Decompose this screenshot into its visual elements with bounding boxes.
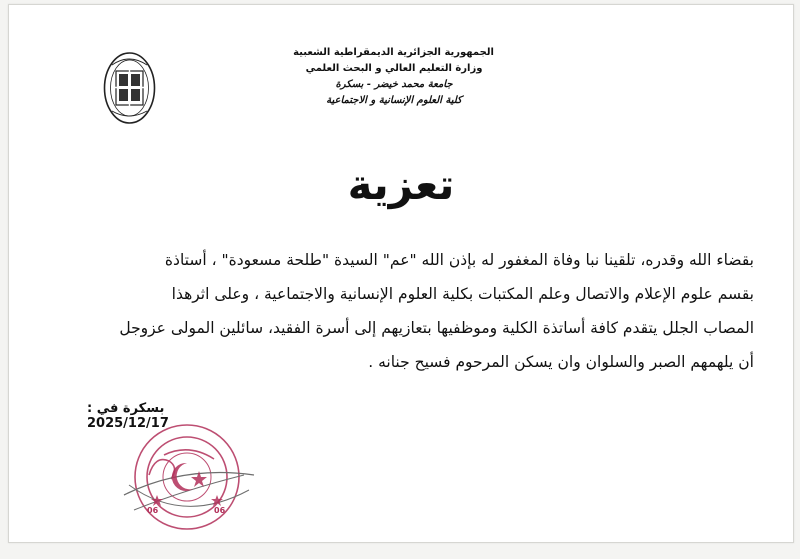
body-line-4: أن يلهمهم الصبر والسلوان وان يسكن المرحوم فسيح جنانه . [368, 353, 754, 371]
letterhead-university: جامعة محمد خيضر - بسكرة [335, 79, 453, 90]
body-line-3: المصاب الجلل يتقدم كافة أساتذة الكلية وموظفيها بتعازيهم إلى أسرة الفقيد، سائلين المولى عزوجل [119, 319, 754, 337]
letterhead-faculty: كلية العلوم الإنسانية و الاجتماعية [326, 95, 462, 106]
official-stamp [109, 415, 259, 540]
university-logo [102, 49, 157, 127]
dateline-date: 2025/12/17 [87, 416, 169, 431]
condolence-body [99, 243, 754, 379]
stamp-number-right: 06 [214, 506, 226, 515]
letterhead [294, 45, 494, 109]
letterhead-republic: الجمهورية الجزائرية الديمقراطية الشعبية [293, 47, 494, 58]
condolence-letter [8, 4, 794, 543]
dateline-place: بسكرة في : [87, 401, 165, 416]
body-line-2: بقسم علوم الإعلام والاتصال وعلم المكتبات بكلية العلوم الإنسانية والاجتماعية ، وعلى اثرهذا [171, 285, 754, 303]
stamp-number-left: 06 [147, 506, 159, 515]
page-title: تعزية [347, 160, 455, 209]
body-line-1: بقضاء الله وقدره، تلقينا نبا وفاة المغفور له بإذن الله "عم" السيدة "طلحة مسعودة" ، أستاذة [164, 251, 754, 269]
letterhead-ministry: وزارة التعليم العالي و البحث العلمي [305, 63, 483, 74]
